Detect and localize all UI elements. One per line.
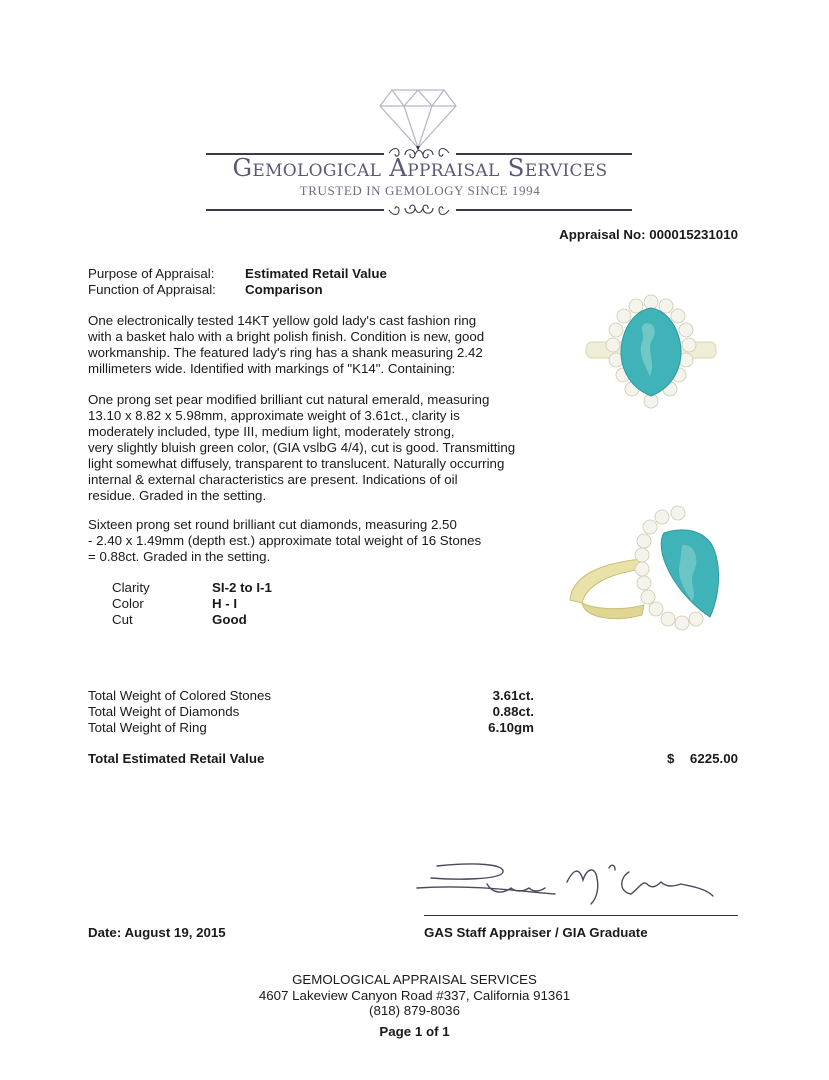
text-line: One prong set pear modified brilliant cut natural emerald, measuring	[88, 392, 490, 407]
ring-top-view-image	[566, 292, 736, 412]
text-line: One electronically tested 14KT yellow gold lady's cast fashion ring	[88, 313, 477, 328]
total-colored-stones-value: 3.61ct.	[492, 688, 534, 703]
text-line: residue. Graded in the setting.	[88, 488, 267, 503]
appraiser-signature-icon	[415, 858, 715, 918]
diamond-logo-icon	[378, 86, 458, 152]
footer-phone: (818) 879-8036	[369, 1003, 460, 1018]
header-rule-left-bottom	[206, 209, 384, 211]
total-diamonds-label: Total Weight of Diamonds	[88, 704, 240, 719]
appraiser-title: GAS Staff Appraiser / GIA Graduate	[424, 925, 648, 940]
text-line: moderately included, type III, medium light, moderately strong,	[88, 424, 455, 439]
text-line: 13.10 x 8.82 x 5.98mm, approximate weight of 3.61ct., clarity is	[88, 408, 460, 423]
footer-address: 4607 Lakeview Canyon Road #337, California 91361	[258, 988, 571, 1003]
flourish-bottom-icon	[387, 202, 451, 218]
grade-value-clarity: SI-2 to I-1	[212, 580, 272, 595]
total-value-label: Total Estimated Retail Value	[88, 751, 265, 766]
diamond-description	[88, 517, 538, 565]
total-ring-weight-label: Total Weight of Ring	[88, 720, 207, 735]
text-line: with a basket halo with a bright polish finish. Condition is new, good	[88, 329, 485, 344]
text-line: workmanship. The featured lady's ring has a shank measuring 2.42	[88, 345, 483, 360]
purpose-value: Estimated Retail Value	[245, 266, 387, 281]
ring-side-view-image	[562, 505, 742, 655]
text-line: Sixteen prong set round brilliant cut diamonds, measuring 2.50	[88, 517, 457, 532]
grade-value-cut: Good	[212, 612, 247, 627]
total-value-amount: 6225.00	[689, 751, 738, 766]
ring-description	[88, 313, 538, 377]
signature-line	[424, 915, 738, 916]
footer-company: GEMOLOGICAL APPRAISAL SERVICES	[292, 972, 537, 987]
text-line: very slightly bluish green color, (GIA vslbG 4/4), cut is good. Transmitting	[88, 440, 516, 455]
purpose-label: Purpose of Appraisal:	[88, 266, 215, 281]
function-value: Comparison	[245, 282, 323, 297]
grade-label-cut: Cut	[112, 612, 133, 627]
grade-label-clarity: Clarity	[112, 580, 150, 595]
appraisal-date: Date: August 19, 2015	[88, 925, 226, 940]
header-rule-right-bottom	[456, 209, 632, 211]
total-ring-weight-value: 6.10gm	[488, 720, 534, 735]
page-number: Page 1 of 1	[379, 1024, 450, 1039]
company-logo-title: Gemological Appraisal Services	[232, 153, 608, 182]
grade-value-color: H - I	[212, 596, 238, 611]
text-line: light somewhat diffusely, transparent to translucent. Naturally occurring	[88, 456, 505, 471]
currency-symbol: $	[667, 751, 675, 766]
function-label: Function of Appraisal:	[88, 282, 216, 297]
emerald-description	[88, 392, 548, 504]
total-diamonds-value: 0.88ct.	[492, 704, 534, 719]
company-tagline: TRUSTED IN GEMOLOGY SINCE 1994	[299, 183, 541, 198]
appraisal-number: Appraisal No: 000015231010	[559, 227, 738, 242]
text-line: internal & external characteristics are present. Indications of oil	[88, 472, 458, 487]
text-line: millimeters wide. Identified with markings of "K14". Containing:	[88, 361, 456, 376]
text-line: - 2.40 x 1.49mm (depth est.) approximate total weight of 16 Stones	[88, 533, 482, 548]
text-line: = 0.88ct. Graded in the setting.	[88, 549, 271, 564]
grade-label-color: Color	[112, 596, 144, 611]
total-colored-stones-label: Total Weight of Colored Stones	[88, 688, 272, 703]
